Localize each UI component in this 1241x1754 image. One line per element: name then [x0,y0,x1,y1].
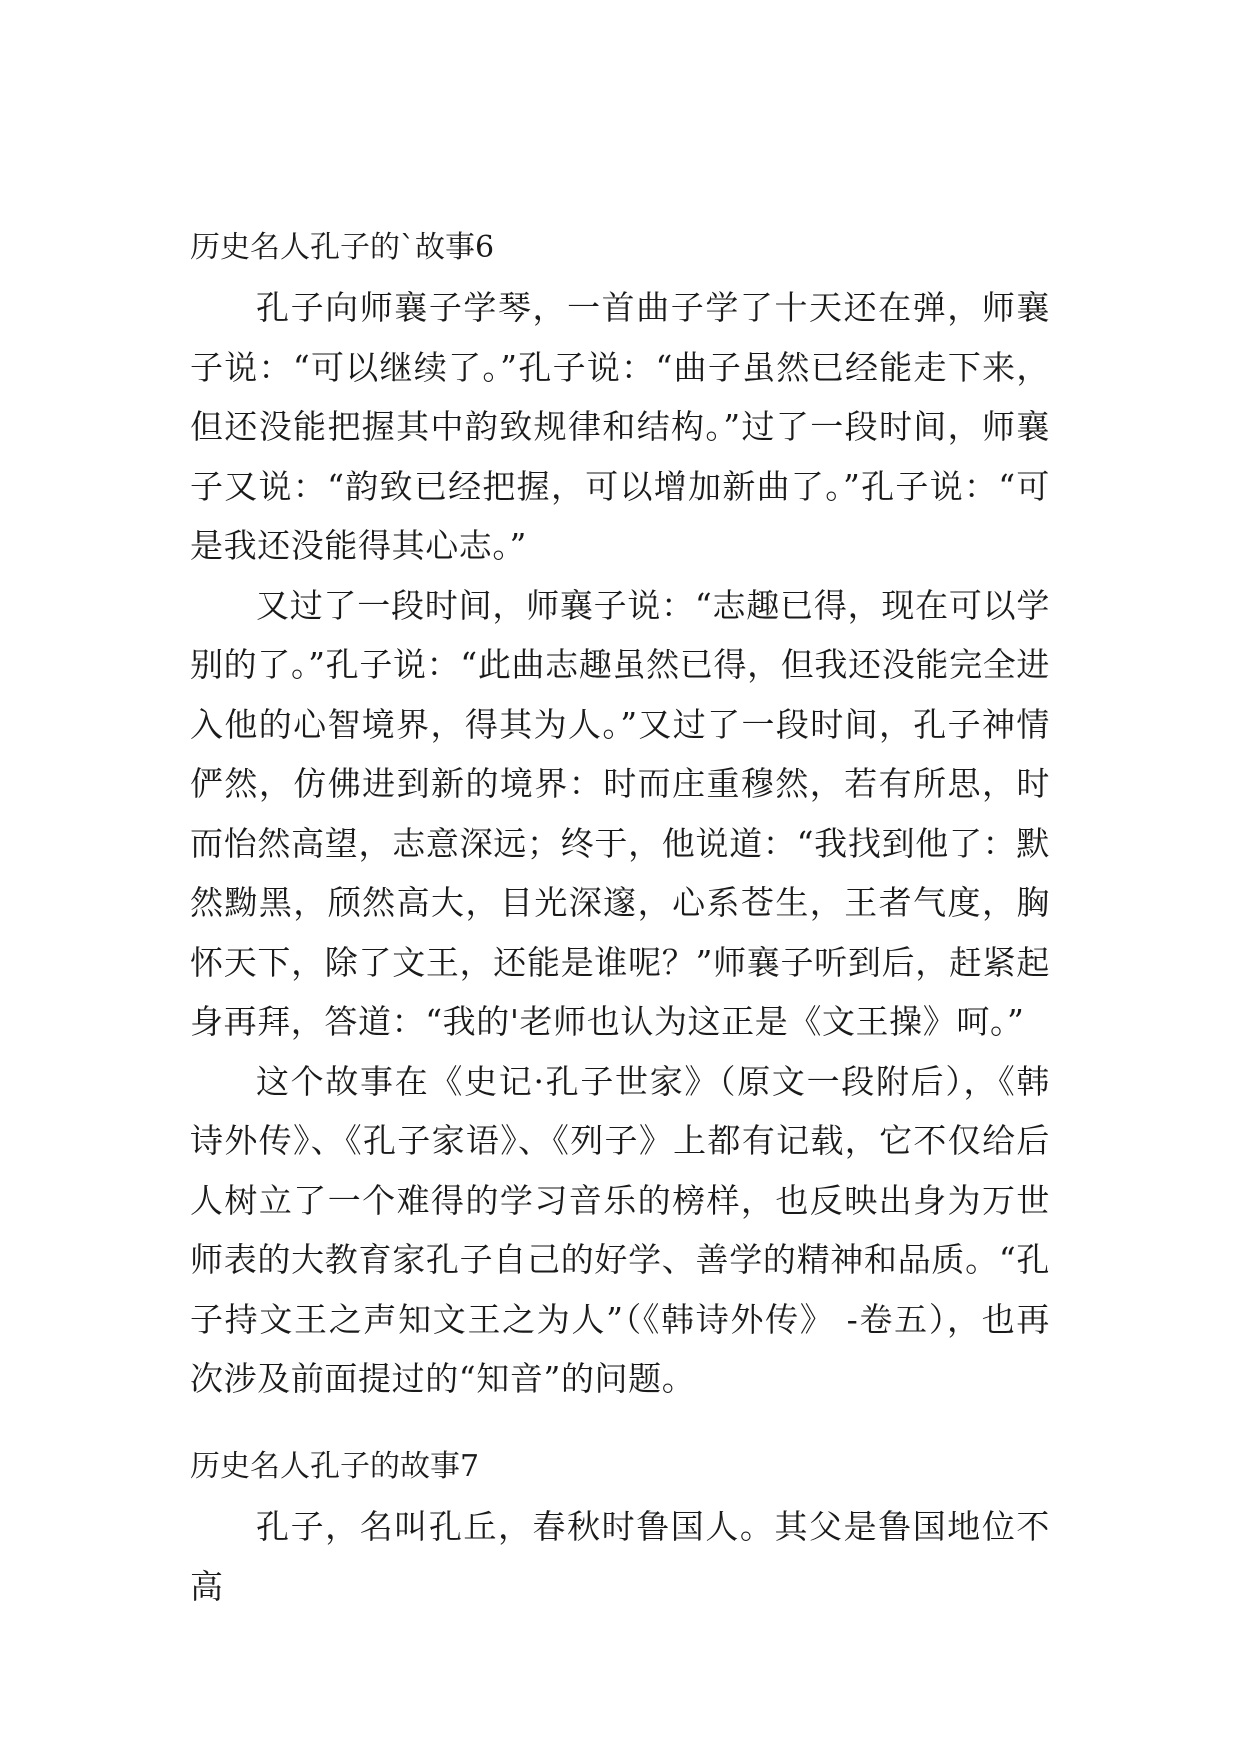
section-heading: 历史名人孔子的`故事6 [190,230,495,265]
section-heading: 历史名人孔子的故事7 [190,1449,480,1484]
paragraph: 这个故事在《史记·孔子世家》（原文一段附后），《韩诗外传》、《孔子家语》、《列子》上都有记载，它不仅给后人树立了一个难得的学习音乐的榜样，也反映出身为万世师表的大教育家孔子自己的好学、善学的精神和品质。“孔子持文王之声知文王之为人”（《韩诗外传》 -卷五），也再次涉及前面提过的“知音”的问题。 [190,1061,1050,1398]
paragraph: 孔子，名叫孔丘，春秋时鲁国人。其父是鲁国地位不高 [190,1507,1050,1606]
document-page [190,0,1050,1754]
paragraph: 孔子向师襄子学琴，一首曲子学了十天还在弹，师襄子说：“可以继续了。”孔子说：“曲子虽然已经能走下来，但还没能把握其中韵致规律和结构。”过了一段时间，师襄子又说：“韵致已经把握，可以增加新曲了。”孔子说：“可是我还没能得其心志。” [190,288,1050,565]
story-section-6 [190,218,1050,1409]
paragraph: 又过了一段时间，师襄子说：“志趣已得，现在可以学别的了。”孔子说：“此曲志趣虽然已得，但我还没能完全进入他的心智境界，得其为人。”又过了一段时间，孔子神情俨然，仿佛进到新的境界：时而庄重穆然，若有所思，时而怡然高望，志意深远；终于，他说道：“我找到他了：默然黝黑，颀然高大，目光深邃，心系苍生，王者气度，胸怀天下，除了文王，还能是谁呢？”师襄子听到后，赶紧起身再拜，答道：“我的'老师也认为这正是《文王操》呵。” [190,585,1050,1041]
story-section-7 [190,1437,1050,1616]
